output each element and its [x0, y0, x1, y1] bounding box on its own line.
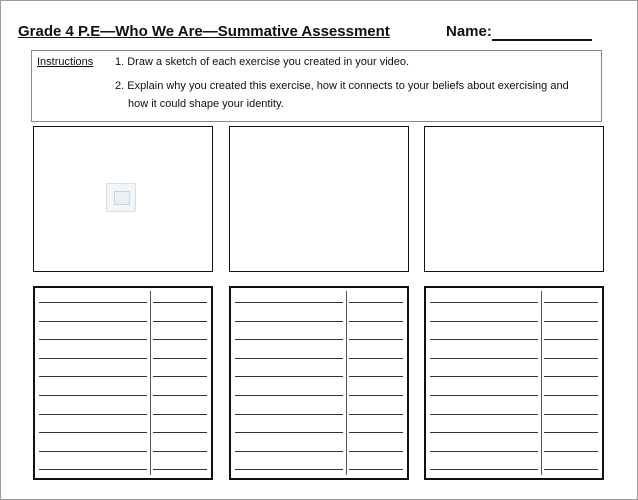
writing-line: [235, 469, 343, 470]
writing-line: [39, 358, 147, 359]
writing-line: [544, 414, 598, 415]
writing-line: [235, 302, 343, 303]
writing-line: [430, 469, 538, 470]
writing-line: [430, 432, 538, 433]
writing-line: [544, 376, 598, 377]
writing-line: [39, 432, 147, 433]
writing-line: [544, 432, 598, 433]
writing-line: [235, 432, 343, 433]
writing-line: [235, 358, 343, 359]
writing-line: [235, 339, 343, 340]
writing-line: [39, 321, 147, 322]
writing-line: [153, 469, 207, 470]
writing-line: [235, 451, 343, 452]
writing-line: [430, 451, 538, 452]
writing-line: [153, 451, 207, 452]
writing-line: [430, 302, 538, 303]
writing-line: [430, 358, 538, 359]
writing-line: [39, 376, 147, 377]
instructions-box: [31, 50, 602, 122]
writing-line: [349, 358, 403, 359]
writing-line: [39, 339, 147, 340]
writing-line: [153, 414, 207, 415]
writing-line: [349, 302, 403, 303]
writing-line: [544, 321, 598, 322]
writing-line: [544, 339, 598, 340]
writing-line: [235, 414, 343, 415]
writing-line: [349, 432, 403, 433]
instructions-label: Instructions: [37, 56, 94, 68]
writing-line: [39, 451, 147, 452]
writing-line: [235, 321, 343, 322]
sketch-box-2[interactable]: [229, 126, 409, 272]
writing-box-1[interactable]: [33, 286, 213, 480]
writing-line: [544, 358, 598, 359]
writing-line: [153, 376, 207, 377]
writing-line: [153, 302, 207, 303]
instruction-step-1: 1. Draw a sketch of each exercise you created in your video.: [115, 56, 410, 68]
writing-line: [153, 432, 207, 433]
writing-line: [430, 414, 538, 415]
writing-line: [39, 414, 147, 415]
writing-line: [39, 395, 147, 396]
writing-line: [39, 469, 147, 470]
writing-line: [544, 469, 598, 470]
writing-line: [349, 395, 403, 396]
writing-box-3[interactable]: [424, 286, 604, 480]
writing-line: [39, 302, 147, 303]
writing-line: [349, 414, 403, 415]
writing-line: [349, 469, 403, 470]
writing-box-2[interactable]: [229, 286, 409, 480]
writing-line: [235, 376, 343, 377]
image-icon: [106, 183, 136, 212]
name-label: Name:: [446, 23, 492, 40]
writing-line: [349, 321, 403, 322]
instruction-step-2: 2. Explain why you created this exercise, how it connects to your beliefs about exercising and: [115, 80, 569, 92]
writing-line: [235, 395, 343, 396]
writing-line: [153, 395, 207, 396]
writing-line: [430, 376, 538, 377]
writing-line: [544, 451, 598, 452]
writing-line: [349, 451, 403, 452]
writing-line: [153, 339, 207, 340]
writing-line: [430, 321, 538, 322]
page-title: Grade 4 P.E—Who We Are—Summative Assessment: [18, 23, 390, 40]
sketch-box-3[interactable]: [424, 126, 604, 272]
writing-line: [349, 376, 403, 377]
writing-line: [153, 321, 207, 322]
writing-line: [430, 395, 538, 396]
column-divider: [541, 291, 542, 475]
instruction-step-2-continued: how it could shape your identity.: [128, 98, 284, 110]
name-input-line[interactable]: [492, 39, 592, 41]
writing-line: [544, 395, 598, 396]
writing-line: [544, 302, 598, 303]
writing-line: [349, 339, 403, 340]
column-divider: [150, 291, 151, 475]
column-divider: [346, 291, 347, 475]
writing-line: [430, 339, 538, 340]
writing-line: [153, 358, 207, 359]
